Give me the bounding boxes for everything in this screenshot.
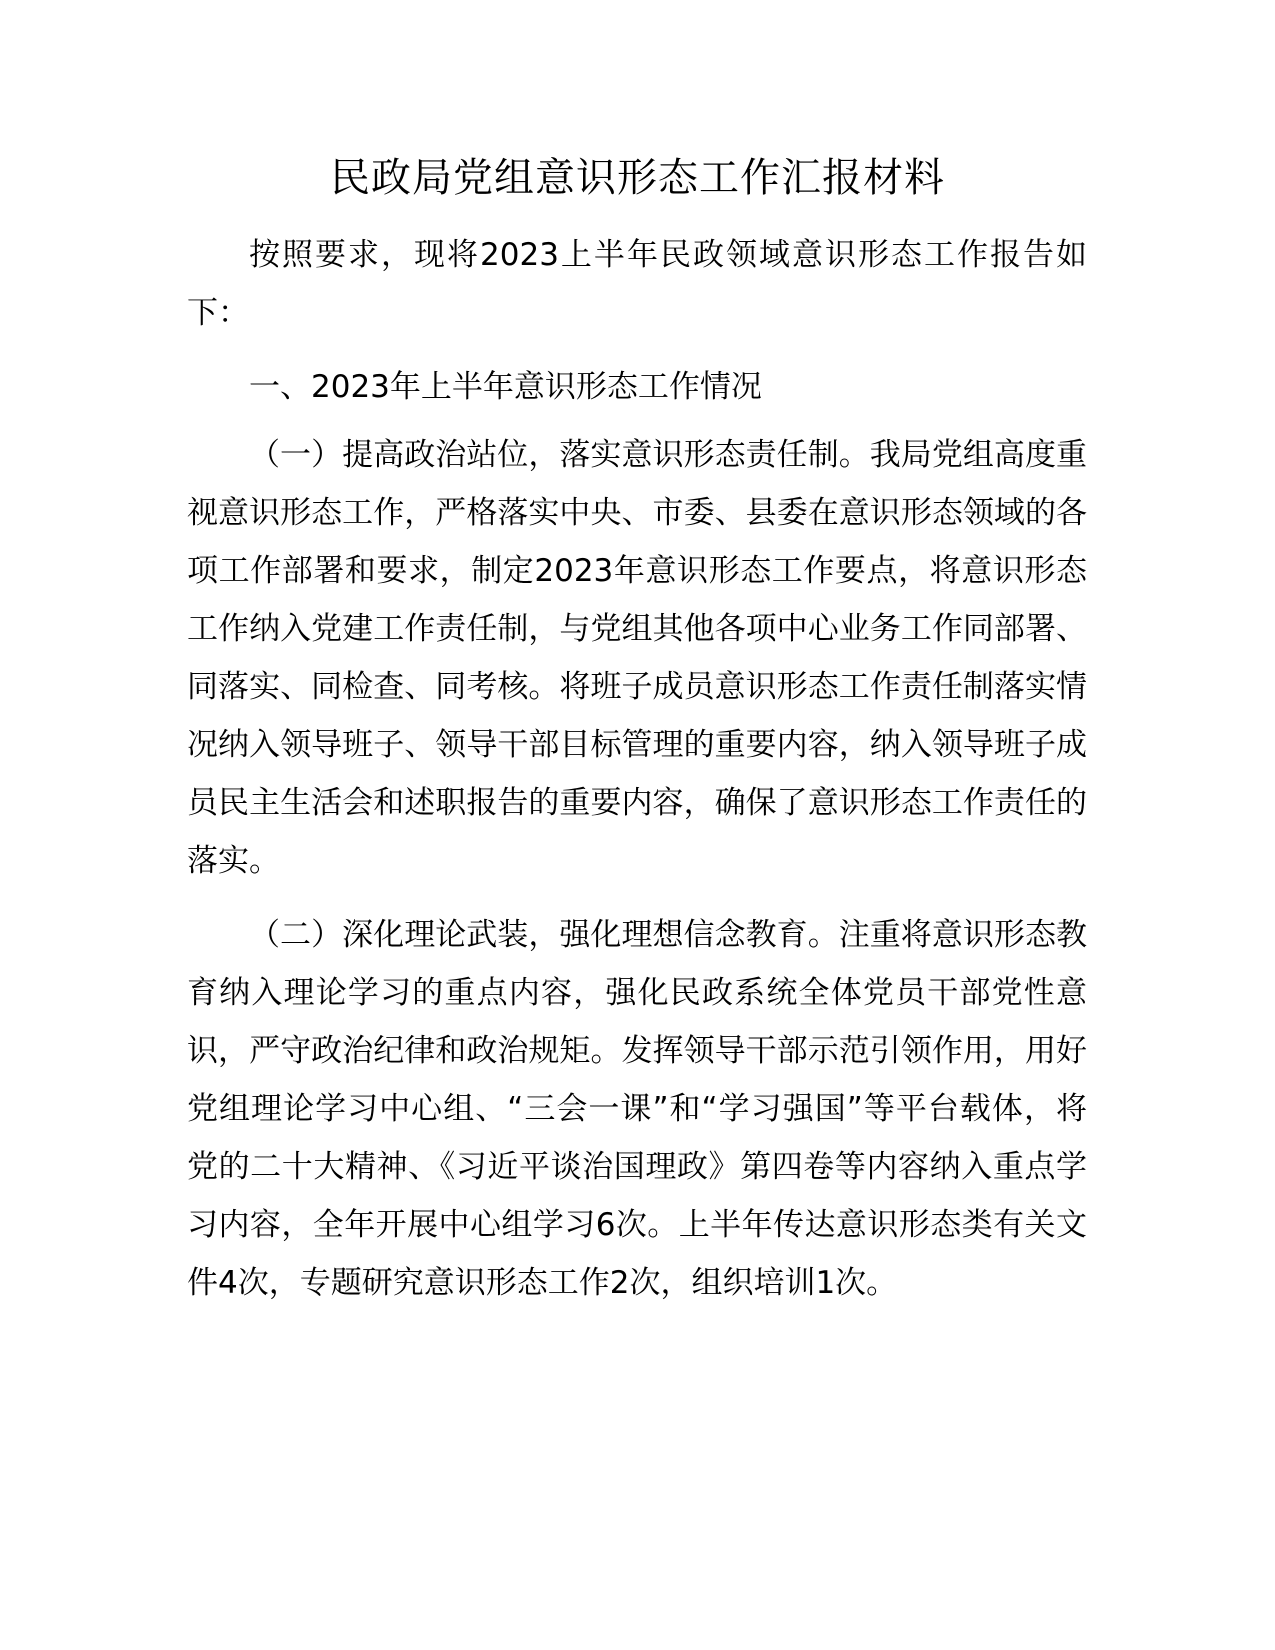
document-body: [187, 226, 1087, 1328]
body-paragraph-1: （一）提高政治站位，落实意识形态责任制。我局党组高度重视意识形态工作，严格落实中央、市委、县委在意识形态领域的各项工作部署和要求，制定2023年意识形态工作要点，将意识形态工作纳入党建工作责任制，与党组其他各项中心业务工作同部署、同落实、同检查、同考核。将班子成员意识形态工作责任制落实情况纳入领导班子、领导干部目标管理的重要内容，纳入领导班子成员民主生活会和述职报告的重要内容，确保了意识形态工作责任的落实。: [187, 437, 1087, 879]
section-heading: 一、2023年上半年意识形态工作情况: [249, 369, 762, 405]
intro-paragraph: 按照要求，现将2023上半年民政领域意识形态工作报告如下：: [187, 237, 1087, 331]
document-title: 民政局党组意识形态工作汇报材料: [330, 155, 945, 201]
body-paragraph-2: （二）深化理论武装，强化理想信念教育。注重将意识形态教育纳入理论学习的重点内容，强化民政系统全体党员干部党性意识，严守政治纪律和政治规矩。发挥领导干部示范引领作用，用好党组理论学习中心组、“三会一课”和“学习强国”等平台载体，将党的二十大精神、《习近平谈治国理政》第四卷等内容纳入重点学习内容，全年开展中心组学习6次。上半年传达意识形态类有关文件4次，专题研究意识形态工作2次，组织培训1次。: [187, 917, 1087, 1301]
